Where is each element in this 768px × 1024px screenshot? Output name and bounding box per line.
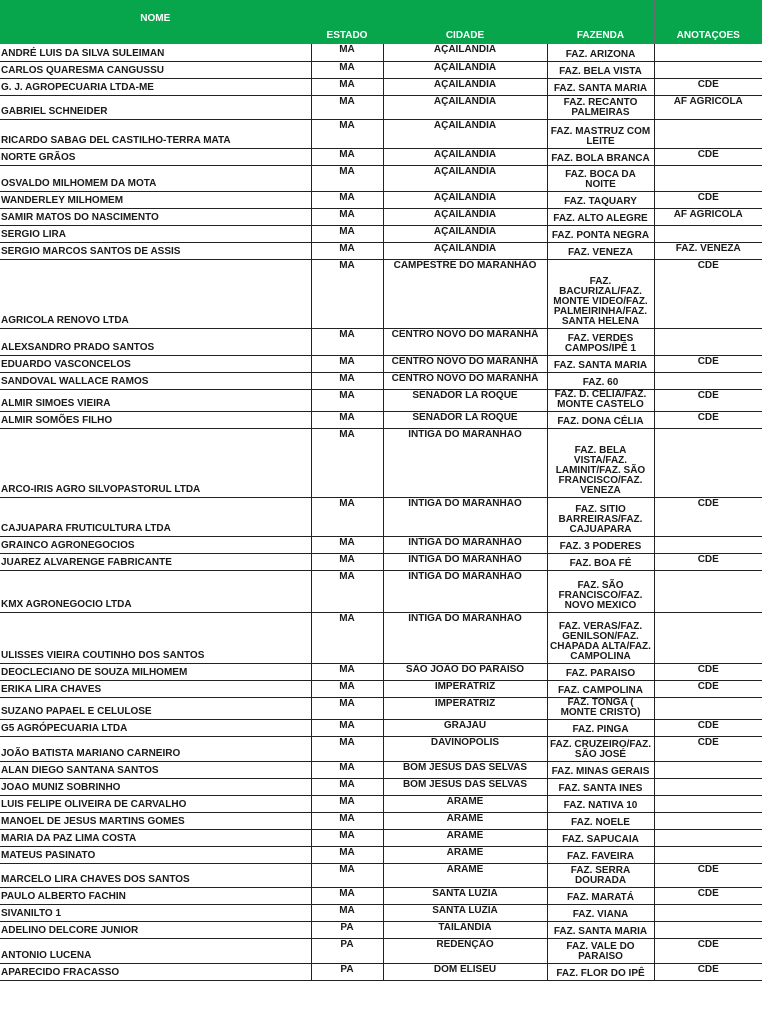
row-anotacoes bbox=[654, 812, 762, 829]
row-fazenda: FAZ. PARAISO bbox=[547, 663, 654, 680]
row-nome: SUZANO PAPAEL E CELULOSE bbox=[0, 697, 311, 719]
row-anotacoes bbox=[654, 428, 762, 497]
row-anotacoes bbox=[654, 846, 762, 863]
row-estado: MA bbox=[311, 697, 383, 719]
row-fazenda: FAZ. BELA VISTA bbox=[547, 61, 654, 78]
row-anotacoes: CDE bbox=[654, 887, 762, 904]
row-nome: JOAO MUNIZ SOBRINHO bbox=[0, 778, 311, 795]
row-nome: JOÃO BATISTA MARIANO CARNEIRO bbox=[0, 736, 311, 761]
header-estado: ESTADO bbox=[311, 0, 383, 44]
table-row bbox=[0, 570, 762, 612]
row-cidade: ARAME bbox=[383, 863, 547, 887]
row-fazenda: FAZ. PINGA bbox=[547, 719, 654, 736]
row-estado: MA bbox=[311, 497, 383, 536]
row-cidade: INTIGA DO MARANHAO bbox=[383, 497, 547, 536]
table-row bbox=[0, 887, 762, 904]
table-row bbox=[0, 921, 762, 938]
row-anotacoes bbox=[654, 761, 762, 778]
row-estado: MA bbox=[311, 78, 383, 95]
table-row bbox=[0, 553, 762, 570]
row-cidade: BOM JESUS DAS SELVAS bbox=[383, 778, 547, 795]
row-cidade: ARAME bbox=[383, 795, 547, 812]
row-estado: MA bbox=[311, 242, 383, 259]
row-fazenda: FAZ. BOCA DA NOITE bbox=[547, 165, 654, 191]
row-nome: KMX AGRONEGOCIO LTDA bbox=[0, 570, 311, 612]
row-fazenda: FAZ. BELA VISTA/FAZ. LAMINIT/FAZ. SÃO FRANCISCO/FAZ. VENEZA bbox=[547, 428, 654, 497]
row-cidade: SENADOR LA ROQUE bbox=[383, 389, 547, 411]
row-fazenda: FAZ. TAQUARY bbox=[547, 191, 654, 208]
table-row bbox=[0, 191, 762, 208]
row-cidade: INTIGA DO MARANHAO bbox=[383, 570, 547, 612]
row-fazenda: FAZ. CRUZEIRO/FAZ. SÃO JOSÉ bbox=[547, 736, 654, 761]
row-estado: MA bbox=[311, 208, 383, 225]
row-nome: JUAREZ ALVARENGE FABRICANTE bbox=[0, 553, 311, 570]
row-estado: MA bbox=[311, 95, 383, 119]
row-estado: MA bbox=[311, 719, 383, 736]
row-estado: MA bbox=[311, 61, 383, 78]
table-row bbox=[0, 61, 762, 78]
table-row bbox=[0, 497, 762, 536]
row-anotacoes: CDE bbox=[654, 736, 762, 761]
row-cidade: INTIGA DO MARANHAO bbox=[383, 553, 547, 570]
table-row bbox=[0, 372, 762, 389]
table-row bbox=[0, 148, 762, 165]
row-estado: MA bbox=[311, 372, 383, 389]
row-nome: ANDRÉ LUIS DA SILVA SULEIMAN bbox=[0, 44, 311, 61]
row-estado: MA bbox=[311, 846, 383, 863]
table-row bbox=[0, 761, 762, 778]
row-anotacoes bbox=[654, 795, 762, 812]
table-row bbox=[0, 119, 762, 148]
row-fazenda: FAZ. FLOR DO IPÊ bbox=[547, 963, 654, 980]
row-cidade: AÇAILANDIA bbox=[383, 95, 547, 119]
row-anotacoes bbox=[654, 778, 762, 795]
row-fazenda: FAZ. CAMPOLINA bbox=[547, 680, 654, 697]
row-anotacoes bbox=[654, 61, 762, 78]
table-row bbox=[0, 736, 762, 761]
row-cidade: CENTRO NOVO DO MARANHÃ bbox=[383, 372, 547, 389]
row-estado: MA bbox=[311, 428, 383, 497]
row-anotacoes bbox=[654, 119, 762, 148]
row-nome: DEOCLECIANO DE SOUZA MILHOMEM bbox=[0, 663, 311, 680]
row-estado: MA bbox=[311, 887, 383, 904]
row-fazenda: FAZ. DONA CÉLIA bbox=[547, 411, 654, 428]
row-fazenda: FAZ. SANTA MARIA bbox=[547, 355, 654, 372]
row-fazenda: FAZ. SAPUCAIA bbox=[547, 829, 654, 846]
row-estado: MA bbox=[311, 795, 383, 812]
row-nome: ADELINO DELCORE JUNIOR bbox=[0, 921, 311, 938]
row-fazenda: FAZ. VENEZA bbox=[547, 242, 654, 259]
row-anotacoes bbox=[654, 536, 762, 553]
row-fazenda: FAZ. VALE DO PARAISO bbox=[547, 938, 654, 963]
row-anotacoes bbox=[654, 225, 762, 242]
table-row bbox=[0, 938, 762, 963]
row-estado: MA bbox=[311, 328, 383, 355]
row-estado: MA bbox=[311, 761, 383, 778]
row-cidade: SANTA LUZIA bbox=[383, 887, 547, 904]
table-row bbox=[0, 242, 762, 259]
row-estado: MA bbox=[311, 570, 383, 612]
table-row bbox=[0, 795, 762, 812]
row-estado: MA bbox=[311, 553, 383, 570]
row-fazenda: FAZ. SANTA MARIA bbox=[547, 78, 654, 95]
row-cidade: AÇAILANDIA bbox=[383, 78, 547, 95]
row-cidade: IMPERATRIZ bbox=[383, 680, 547, 697]
row-anotacoes bbox=[654, 570, 762, 612]
table-row bbox=[0, 846, 762, 863]
row-fazenda: FAZ. ALTO ALEGRE bbox=[547, 208, 654, 225]
row-estado: MA bbox=[311, 829, 383, 846]
row-fazenda: FAZ. SANTA INES bbox=[547, 778, 654, 795]
row-nome: WANDERLEY MILHOMEM bbox=[0, 191, 311, 208]
table-row bbox=[0, 904, 762, 921]
row-anotacoes: CDE bbox=[654, 938, 762, 963]
row-nome: APARECIDO FRACASSO bbox=[0, 963, 311, 980]
row-anotacoes bbox=[654, 921, 762, 938]
row-fazenda: FAZ. MARATÁ bbox=[547, 887, 654, 904]
row-nome: SERGIO MARCOS SANTOS DE ASSIS bbox=[0, 242, 311, 259]
row-cidade: CENTRO NOVO DO MARANHÃ bbox=[383, 355, 547, 372]
row-cidade: INTIGA DO MARANHAO bbox=[383, 428, 547, 497]
table-row bbox=[0, 411, 762, 428]
table-row bbox=[0, 328, 762, 355]
row-estado: MA bbox=[311, 663, 383, 680]
row-nome: MANOEL DE JESUS MARTINS GOMES bbox=[0, 812, 311, 829]
row-cidade: AÇAILANDIA bbox=[383, 44, 547, 61]
row-anotacoes: CDE bbox=[654, 259, 762, 328]
row-anotacoes: CDE bbox=[654, 553, 762, 570]
row-anotacoes: FAZ. VENEZA bbox=[654, 242, 762, 259]
row-fazenda: FAZ. BOLA BRANCA bbox=[547, 148, 654, 165]
row-cidade: AÇAILANDIA bbox=[383, 191, 547, 208]
row-estado: MA bbox=[311, 259, 383, 328]
table-row bbox=[0, 719, 762, 736]
row-anotacoes bbox=[654, 697, 762, 719]
row-nome: ALMIR SIMOES VIEIRA bbox=[0, 389, 311, 411]
row-nome: SAMIR MATOS DO NASCIMENTO bbox=[0, 208, 311, 225]
row-anotacoes: CDE bbox=[654, 191, 762, 208]
row-estado: MA bbox=[311, 680, 383, 697]
row-cidade: SENADOR LA ROQUE bbox=[383, 411, 547, 428]
row-nome: G5 AGRÓPECUARIA LTDA bbox=[0, 719, 311, 736]
row-anotacoes: AF AGRICOLA bbox=[654, 95, 762, 119]
header-fazenda: FAZENDA bbox=[547, 0, 654, 44]
row-nome: ALAN DIEGO SANTANA SANTOS bbox=[0, 761, 311, 778]
table-row bbox=[0, 663, 762, 680]
row-cidade: INTIGA DO MARANHAO bbox=[383, 536, 547, 553]
row-nome: MATEUS PASINATO bbox=[0, 846, 311, 863]
row-cidade: BOM JESUS DAS SELVAS bbox=[383, 761, 547, 778]
row-cidade: CAMPESTRE DO MARANHÃO bbox=[383, 259, 547, 328]
row-anotacoes: CDE bbox=[654, 497, 762, 536]
row-nome: G. J. AGROPECUARIA LTDA-ME bbox=[0, 78, 311, 95]
row-anotacoes: CDE bbox=[654, 389, 762, 411]
row-anotacoes: CDE bbox=[654, 411, 762, 428]
row-estado: MA bbox=[311, 119, 383, 148]
row-estado: MA bbox=[311, 812, 383, 829]
row-nome: NORTE GRÃOS bbox=[0, 148, 311, 165]
row-fazenda: FAZ. VERDES CAMPOS/IPÊ 1 bbox=[547, 328, 654, 355]
row-cidade: DAVINOPOLIS bbox=[383, 736, 547, 761]
row-fazenda: FAZ. SERRA DOURADA bbox=[547, 863, 654, 887]
row-estado: MA bbox=[311, 148, 383, 165]
row-nome: ULISSES VIEIRA COUTINHO DOS SANTOS bbox=[0, 612, 311, 663]
row-estado: MA bbox=[311, 904, 383, 921]
table-row bbox=[0, 812, 762, 829]
row-nome: ALMIR SOMÕES FILHO bbox=[0, 411, 311, 428]
row-anotacoes: CDE bbox=[654, 719, 762, 736]
table-row bbox=[0, 612, 762, 663]
row-anotacoes: CDE bbox=[654, 863, 762, 887]
row-fazenda: FAZ. NATIVA 10 bbox=[547, 795, 654, 812]
row-nome: ERIKA LIRA CHAVES bbox=[0, 680, 311, 697]
row-fazenda: FAZ. VIANA bbox=[547, 904, 654, 921]
row-estado: MA bbox=[311, 44, 383, 61]
row-nome: CARLOS QUARESMA CANGUSSU bbox=[0, 61, 311, 78]
row-anotacoes: CDE bbox=[654, 148, 762, 165]
row-cidade: SÃO JOÃO DO PARAISO bbox=[383, 663, 547, 680]
row-anotacoes bbox=[654, 829, 762, 846]
row-anotacoes bbox=[654, 165, 762, 191]
table-row bbox=[0, 389, 762, 411]
row-fazenda: FAZ. SITIO BARREIRAS/FAZ. CAJUAPARA bbox=[547, 497, 654, 536]
row-anotacoes: CDE bbox=[654, 663, 762, 680]
row-cidade: AÇAILANDIA bbox=[383, 61, 547, 78]
row-anotacoes bbox=[654, 904, 762, 921]
row-cidade: IMPERATRIZ bbox=[383, 697, 547, 719]
table-row bbox=[0, 829, 762, 846]
row-fazenda: FAZ. D. CÉLIA/FAZ. MONTE CASTELO bbox=[547, 389, 654, 411]
row-nome: ALEXSANDRO PRADO SANTOS bbox=[0, 328, 311, 355]
row-nome: ARCO-IRIS AGRO SILVOPASTORUL LTDA bbox=[0, 428, 311, 497]
row-anotacoes: CDE bbox=[654, 963, 762, 980]
row-nome: MARIA DA PAZ LIMA COSTA bbox=[0, 829, 311, 846]
row-estado: MA bbox=[311, 191, 383, 208]
row-anotacoes bbox=[654, 44, 762, 61]
row-estado: MA bbox=[311, 778, 383, 795]
row-estado: MA bbox=[311, 165, 383, 191]
row-anotacoes: CDE bbox=[654, 680, 762, 697]
table-body bbox=[0, 44, 762, 980]
row-cidade: AÇAILÂNDIA bbox=[383, 208, 547, 225]
table-row bbox=[0, 208, 762, 225]
row-nome: SANDOVAL WALLACE RAMOS bbox=[0, 372, 311, 389]
row-nome: PAULO ALBERTO FACHIN bbox=[0, 887, 311, 904]
row-cidade: AÇAILÂNDIA bbox=[383, 225, 547, 242]
row-estado: MA bbox=[311, 536, 383, 553]
row-cidade: GRAJAÚ bbox=[383, 719, 547, 736]
row-cidade: AÇAILANDIA bbox=[383, 119, 547, 148]
row-estado: MA bbox=[311, 411, 383, 428]
row-anotacoes: AF AGRICOLA bbox=[654, 208, 762, 225]
row-nome: GABRIEL SCHNEIDER bbox=[0, 95, 311, 119]
row-fazenda: FAZ. PONTA NEGRA bbox=[547, 225, 654, 242]
row-cidade: TAILÂNDIA bbox=[383, 921, 547, 938]
table-row bbox=[0, 78, 762, 95]
row-nome: LUIS FELIPE OLIVEIRA DE CARVALHO bbox=[0, 795, 311, 812]
row-fazenda: FAZ. SÃO FRANCISCO/FAZ. NOVO MEXICO bbox=[547, 570, 654, 612]
header-nome: NOME bbox=[0, 0, 311, 44]
row-cidade: INTIGA DO MARANHAO bbox=[383, 612, 547, 663]
row-fazenda: FAZ. BACURIZAL/FAZ. MONTE VIDEO/FAZ. PALMEIRINHA/FAZ. SANTA HELENA bbox=[547, 259, 654, 328]
table-row bbox=[0, 355, 762, 372]
table-row bbox=[0, 165, 762, 191]
row-estado: PA bbox=[311, 963, 383, 980]
row-fazenda: FAZ. FAVEIRA bbox=[547, 846, 654, 863]
row-fazenda: FAZ. NOELE bbox=[547, 812, 654, 829]
row-anotacoes bbox=[654, 612, 762, 663]
row-cidade: CENTRO NOVO DO MARANHÃ bbox=[383, 328, 547, 355]
header-row bbox=[0, 0, 762, 44]
row-fazenda: FAZ. SANTA MARIA bbox=[547, 921, 654, 938]
row-cidade: ARAME bbox=[383, 829, 547, 846]
row-fazenda: FAZ. 60 bbox=[547, 372, 654, 389]
table-row bbox=[0, 225, 762, 242]
row-nome: RICARDO SABAG DEL CASTILHO-TERRA MATA bbox=[0, 119, 311, 148]
row-cidade: SANTA LUZIA bbox=[383, 904, 547, 921]
row-fazenda: FAZ. VERAS/FAZ. GENILSON/FAZ. CHAPADA ALTA/FAZ. CAMPOLINA bbox=[547, 612, 654, 663]
row-nome: OSVALDO MILHOMEM DA MOTA bbox=[0, 165, 311, 191]
row-fazenda: FAZ. ARIZONA bbox=[547, 44, 654, 61]
table-row bbox=[0, 778, 762, 795]
header-cidade: CIDADE bbox=[383, 0, 547, 44]
row-nome: CAJUAPARA FRUTICULTURA LTDA bbox=[0, 497, 311, 536]
table-row bbox=[0, 697, 762, 719]
row-nome: SIVANILTO 1 bbox=[0, 904, 311, 921]
row-estado: MA bbox=[311, 225, 383, 242]
row-anotacoes bbox=[654, 372, 762, 389]
row-fazenda: FAZ. MASTRUZ COM LEITE bbox=[547, 119, 654, 148]
table-row bbox=[0, 259, 762, 328]
row-cidade: DOM ELISEU bbox=[383, 963, 547, 980]
row-anotacoes bbox=[654, 328, 762, 355]
row-estado: MA bbox=[311, 389, 383, 411]
table-row bbox=[0, 863, 762, 887]
row-estado: PA bbox=[311, 938, 383, 963]
table-row bbox=[0, 963, 762, 980]
row-anotacoes: CDE bbox=[654, 78, 762, 95]
row-estado: MA bbox=[311, 736, 383, 761]
row-estado: MA bbox=[311, 863, 383, 887]
row-nome: SERGIO LIRA bbox=[0, 225, 311, 242]
row-estado: PA bbox=[311, 921, 383, 938]
row-nome: AGRICOLA RENOVO LTDA bbox=[0, 259, 311, 328]
row-nome: GRAINCO AGRONEGOCIOS bbox=[0, 536, 311, 553]
row-nome: EDUARDO VASCONCELOS bbox=[0, 355, 311, 372]
table-row bbox=[0, 44, 762, 61]
row-cidade: AÇAILANDIA bbox=[383, 165, 547, 191]
row-fazenda: FAZ. TONGA ( MONTE CRISTO) bbox=[547, 697, 654, 719]
row-estado: MA bbox=[311, 355, 383, 372]
row-cidade: REDENÇÃO bbox=[383, 938, 547, 963]
table-row bbox=[0, 536, 762, 553]
table-row bbox=[0, 428, 762, 497]
header-anotacoes: ANOTAÇOES bbox=[654, 0, 762, 44]
table-row bbox=[0, 95, 762, 119]
row-fazenda: FAZ. MINAS GERAIS bbox=[547, 761, 654, 778]
row-anotacoes: CDE bbox=[654, 355, 762, 372]
row-cidade: AÇAILÂNDIA bbox=[383, 242, 547, 259]
row-fazenda: FAZ. RECANTO PALMEIRAS bbox=[547, 95, 654, 119]
row-nome: MARCELO LIRA CHAVES DOS SANTOS bbox=[0, 863, 311, 887]
row-fazenda: FAZ. BOA FÉ bbox=[547, 553, 654, 570]
row-estado: MA bbox=[311, 612, 383, 663]
row-fazenda: FAZ. 3 PODERES bbox=[547, 536, 654, 553]
row-cidade: AÇAILANDIA bbox=[383, 148, 547, 165]
row-cidade: ARAME bbox=[383, 812, 547, 829]
table-row bbox=[0, 680, 762, 697]
row-nome: ANTONIO LUCENA bbox=[0, 938, 311, 963]
row-cidade: ARAME bbox=[383, 846, 547, 863]
